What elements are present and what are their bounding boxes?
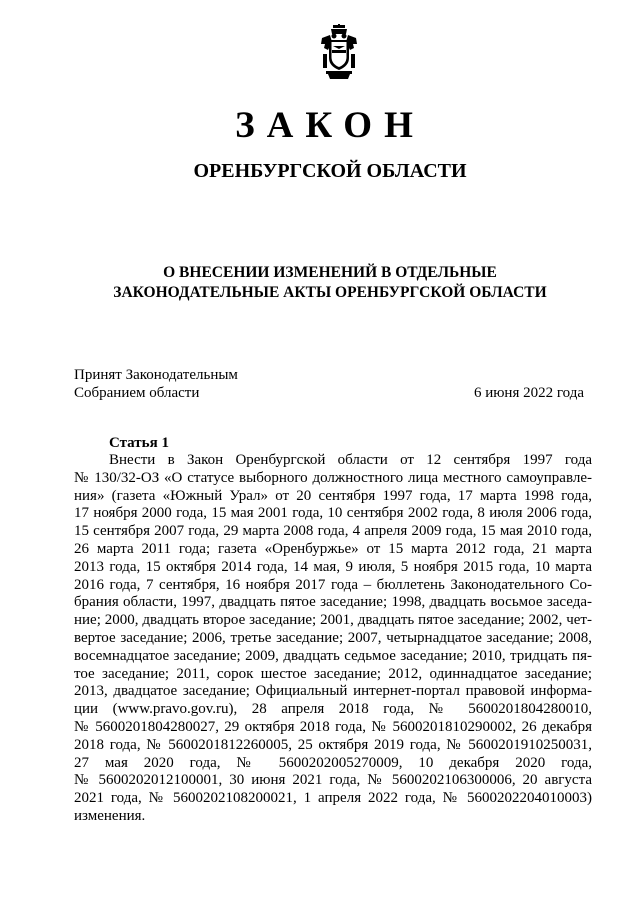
article-line: 2013 года, 15 октября 2014 года, 14 мая, 9 июля, 5 ноября 2015 года, 10 марта [74,558,592,575]
article-line: Внести в Закон Оренбургской области от 12 сентября 1997 года [109,452,592,468]
adoption-date: 6 июня 2022 года [473,385,584,401]
coat-of-arms-emblem-icon [318,24,360,80]
article-line: 17 ноября 2000 года, 15 мая 2001 года, 10 сентября 2002 года, 8 июля 2006 года, [74,505,592,522]
article-line: 2013, двадцатое заседание; Официальный интернет-портал правовой информа- [74,683,592,700]
article-line: 15 сентября 2007 года, 29 марта 2008 года, 4 апреля 2009 года, 15 мая 2010 года, [74,523,592,540]
article-heading: Статья 1 [109,435,169,451]
article-line: брания области, 1997, двадцать пятое заседание; 1998, двадцать восьмое заседа- [74,594,592,611]
article-line: 2016 года, 7 сентября, 16 ноября 2017 года – бюллетень Законодательного Со- [74,576,592,593]
adoption-line: Принят Законодательным [74,367,238,383]
law-subject [0,263,640,303]
region-title: ОРЕНБУРГСКОЙ ОБЛАСТИ [193,160,467,182]
adoption-line: Собранием области [74,385,200,401]
article-line: № 5600201804280027, 29 октября 2018 года, № 5600201810290002, 26 декабря [74,718,592,735]
law-title: ЗАКОН [235,105,425,146]
article-body [74,452,592,826]
article-line: вертое заседание; 2006, третье заседание; 2007, четырнадцатое заседание; 2008, [74,629,592,646]
article-line: тое заседание; 2011, сорок шестое заседание; 2012, одиннадцатое заседание; [74,665,592,682]
adoption-block [74,366,594,402]
article-line: № 5600202012100001, 30 июня 2021 года, № 5600202106300006, 20 августа [74,772,592,789]
article-line: 26 марта 2011 года; газета «Оренбуржье» от 15 марта 2012 года, 21 марта [74,540,592,557]
article-line: восемнадцатое заседание; 2009, двадцать седьмое заседание; 2010, тридцать пя- [74,647,592,664]
law-subject-line: О ВНЕСЕНИИ ИЗМЕНЕНИЙ В ОТДЕЛЬНЫЕ [163,264,497,281]
article-line: 2021 года, № 5600202108200021, 1 апреля 2022 года, № 5600202204010003) [74,790,592,807]
article-line: № 130/32-ОЗ «О статусе выборного должностного лица местного самоуправле- [74,469,592,486]
article-line: 2018 года, № 5600201812260005, 25 октября 2019 года, № 5600201910250031, [74,736,592,753]
article-line: ние; 2000, двадцать второе заседание; 2001, двадцать пятое заседание; 2002, чет- [74,612,592,629]
article-line: 27 мая 2020 года, № 5600202005270009, 10 декабря 2020 года, [74,754,592,771]
article-line: ния» (газета «Южный Урал» от 20 сентября 1997 года, 17 марта 1998 года, [74,487,592,504]
article-line: изменения. [74,807,146,824]
law-subject-line: ЗАКОНОДАТЕЛЬНЫЕ АКТЫ ОРЕНБУРГСКОЙ ОБЛАСТИ [113,284,547,301]
article-line: ции (www.pravo.gov.ru), 28 апреля 2018 года, № 5600201804280010, [74,701,592,718]
